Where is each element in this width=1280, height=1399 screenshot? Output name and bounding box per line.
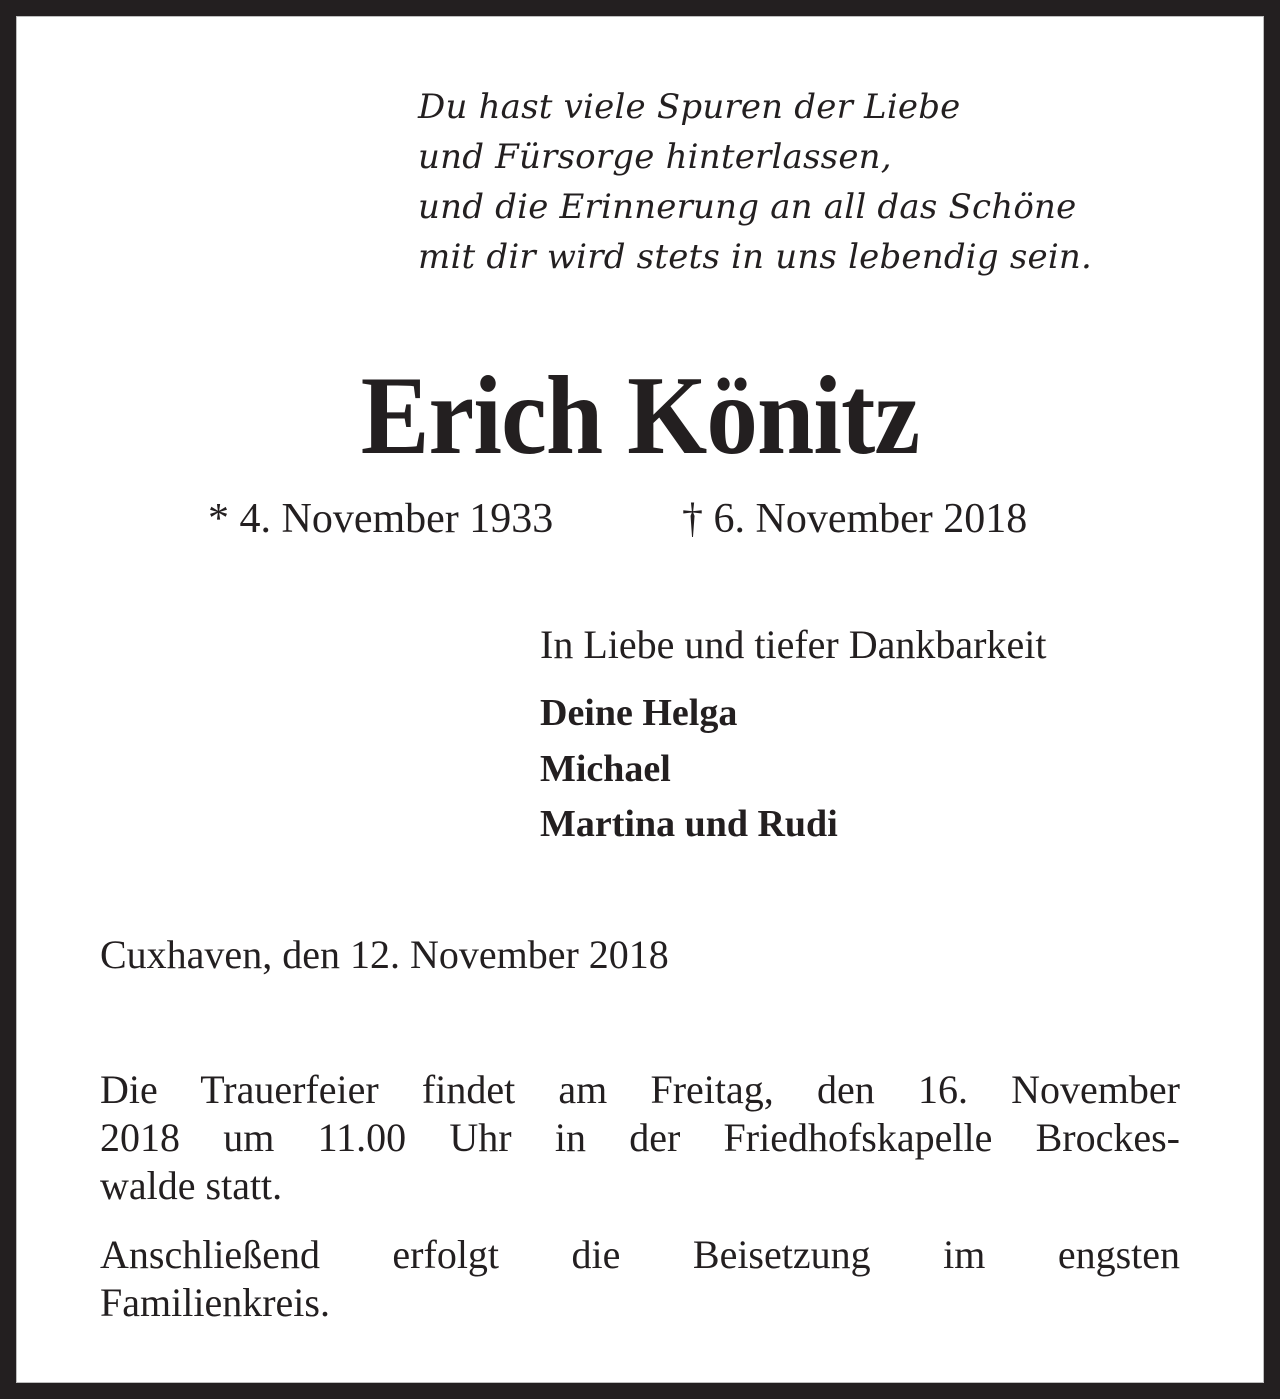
death-date: † 6. November 2018 <box>682 496 1028 542</box>
mourner-name: Deine Helga <box>540 692 738 734</box>
paragraph-line: walde statt. <box>100 1163 283 1208</box>
paragraph-line: Die Trauerfeier findet am Freitag, den 16. November <box>100 1067 1180 1112</box>
paragraph-line: 2018 um 11.00 Uhr in der Friedhofskapelle Brockes- <box>100 1115 1180 1160</box>
dedication-line: In Liebe und tiefer Dankbarkeit <box>540 622 1047 667</box>
burial-paragraph <box>100 1231 1180 1327</box>
mourner-name: Martina und Rudi <box>540 803 838 845</box>
poem-line: und Fürsorge hinterlassen, <box>418 137 892 177</box>
obituary-notice <box>16 16 1264 1383</box>
mourner-name: Michael <box>540 747 671 790</box>
paragraph-line: Familienkreis. <box>100 1280 330 1325</box>
poem-line: mit dir wird stets in uns lebendig sein. <box>418 237 1093 277</box>
poem-line: Du hast viele Spuren der Liebe <box>418 87 961 127</box>
paragraph-line: Anschließend erfolgt die Beisetzung im engsten <box>100 1232 1180 1277</box>
memorial-poem <box>418 82 1092 282</box>
deceased-name: Erich Könitz <box>360 354 920 478</box>
birth-date: * 4. November 1933 <box>208 496 554 542</box>
mourners-list <box>540 686 838 853</box>
funeral-service-paragraph <box>100 1066 1180 1210</box>
poem-line: und die Erinnerung an all das Schöne <box>418 187 1077 227</box>
place-and-date: Cuxhaven, den 12. November 2018 <box>100 932 669 977</box>
